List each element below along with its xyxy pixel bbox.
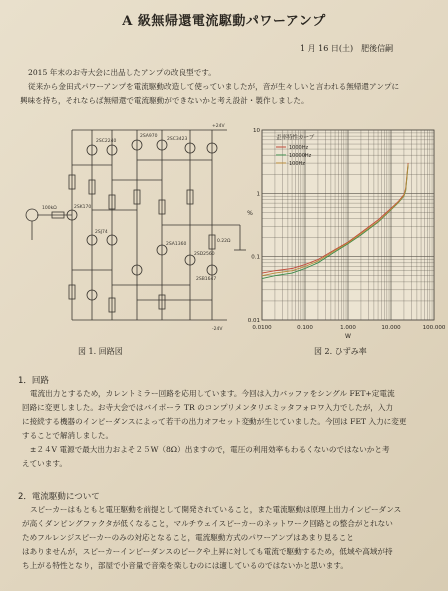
section1-line: に接続する機器のインピーダンスによって若干の出力オフセット変動が生じていました。今回は FET 入力に変更 (22, 417, 407, 426)
x-tick-label: 0.0100 (252, 325, 272, 331)
figure1-caption: 図 1. 回路図 (78, 347, 123, 356)
section1-line: えています。 (22, 459, 67, 468)
section1-body (22, 387, 440, 471)
part-label: 2SB1647 (196, 277, 217, 282)
schematic-drawing (12, 120, 252, 338)
x-tick-label: 100.000 (422, 325, 446, 331)
y-axis-label: % (247, 210, 253, 217)
date-author: 1 月 16 日(土) 肥後信嗣 (300, 44, 394, 53)
part-label: 2SD2560 (194, 252, 215, 257)
figure2-caption: 図 2. ひずみ率 (314, 347, 367, 356)
x-tick-label: 1.000 (340, 325, 356, 331)
y-tick-label: 0.01 (247, 318, 260, 324)
y-tick-label: 0.1 (251, 254, 260, 261)
legend-label: 10000Hz (289, 153, 312, 159)
y-tick-label: 10 (253, 128, 260, 134)
document-title: A 級無帰還電流駆動パワーアンプ (122, 14, 326, 29)
section2-line: はありませんが，スピーカーインピーダンスのピークや上昇に対しても電流で駆動するため，低域や高域が持 (22, 547, 393, 556)
distortion-chart (242, 122, 446, 344)
chart-svg (242, 122, 446, 344)
section2-body (22, 503, 440, 573)
section1-line: 回路に変更しました。お寺大会ではバイポーラ TR のコンプリメンタリエミッタフォロワ入力でしたが，入力 (22, 403, 394, 412)
part-label: 2SJ74 (95, 230, 108, 235)
part-label: 100kΩ (42, 206, 57, 211)
section2-line: スピーカーはもともと電圧駆動を前提として開発されていること，また電流駆動は原理上出力インピーダンス (30, 505, 402, 514)
x-tick-label: 0.100 (297, 325, 313, 331)
intro-line: 2015 年末のお寺大会に出品したアンプの改良型です。 (28, 68, 216, 77)
section2-heading: 2．電流駆動について (18, 492, 100, 502)
part-label: 2SK170 (74, 205, 92, 210)
intro-line: 興味を持ち，それならば無帰還で電流駆動ができないかと考え設計・製作しました。 (20, 96, 309, 105)
part-label: -24V (212, 327, 223, 332)
part-label: 2SC2240 (96, 139, 117, 144)
chart-title: 歪率特性カーブ (276, 135, 315, 141)
section1-heading: 1．回路 (18, 376, 49, 386)
legend-label: 1000Hz (289, 145, 309, 151)
section2-line: が高くダンピングファクタが低くなること，マルチウェイスピーカーのネットワーク回路との整合がとれない (22, 519, 393, 528)
intro-paragraph (20, 66, 435, 108)
x-tick-label: 10.000 (381, 325, 401, 331)
legend-label: 100Hz (289, 161, 305, 167)
section1-line: することで解消しました。 (22, 431, 114, 440)
part-label: 2SA970 (140, 134, 158, 139)
part-label: 2SC3423 (167, 137, 188, 142)
section1-line: ±２４V 電源で最大出力およそ２５W（8Ω）出ますので，電圧の利用効率もわるくないのではないかと考 (30, 445, 390, 454)
y-tick-label: 1 (256, 191, 260, 198)
circuit-diagram (12, 120, 252, 338)
part-label: 2SA1360 (166, 242, 187, 247)
section1-line: 電流出力とするため，カレントミラー回路を応用しています。今回は入力バッファをシングル FET+定電流 (30, 389, 395, 398)
section2-line: ためフルレンジスピーカーのみの対応となること，電流駆動方式のパワーアンプはあまり見ること (22, 533, 354, 542)
part-label: +24V (212, 124, 225, 129)
intro-line: 従来から金田式パワーアンプを電流駆動改造して使っていましたが，音が生々しいと言われる無帰還アンプに (28, 82, 400, 91)
part-label: 0.22Ω (217, 239, 231, 244)
x-axis-label: W (345, 333, 351, 340)
part-labels (42, 123, 231, 332)
section2-line: ち上がる特性となり，部屋で小音量で音楽を楽しむのには適しているのではないかと思います。 (22, 561, 348, 570)
